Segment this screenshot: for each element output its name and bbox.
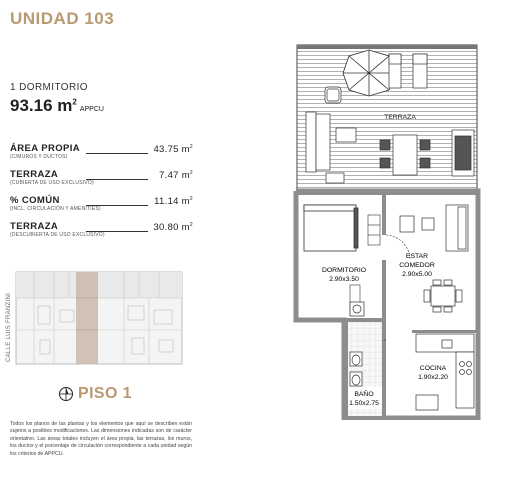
sofa-icon [400, 205, 468, 251]
room-dim-cocina: 1.90x2.20 [418, 374, 448, 381]
room-dim-bano: 1.50x2.75 [349, 400, 379, 407]
unit-title: UNIDAD 103 [10, 9, 115, 28]
kitchen-counter-icon [416, 334, 474, 410]
area-value: 43.75 $m^2$ [153, 144, 193, 156]
leader-line [86, 205, 148, 206]
dining-table-icon [424, 280, 462, 312]
area-sublabel: (CUBIERTA DE USO EXCLUSIVO) [10, 180, 94, 186]
area-label: % COMÚN [10, 195, 60, 206]
unit-highlight [76, 272, 98, 364]
area-label: TERRAZA [10, 169, 59, 180]
leader-line [86, 179, 148, 180]
svg-text:CALLE LUIS FRANZINI: CALLE LUIS FRANZINI [6, 292, 12, 362]
area-label: ÁREA PROPIA [10, 143, 81, 154]
area-sublabel: (INCL. CIRCULACIÓN Y AMENITIES) [10, 206, 101, 212]
room-label-dormitorio: DORMITORIO [321, 267, 367, 274]
area-value: 11.14 $m^2$ [154, 196, 193, 208]
street-label [2, 292, 14, 364]
bed-icon [304, 205, 358, 251]
area-value: 30.80 $m^2$ [153, 222, 193, 234]
area-sublabel: (DESCUBIERTA DE USO EXCLUSIVO) [10, 232, 105, 238]
total-area [10, 96, 104, 116]
area-value: 7.47 $m^2$ [159, 170, 193, 182]
room-label-terraza: TERRAZA [384, 114, 416, 121]
floor-label: PISO 1 [78, 385, 132, 402]
umbrella-icon [343, 50, 395, 96]
room-label-estar: ESTAR [405, 253, 429, 260]
total-area-unit: APPCU [79, 106, 104, 113]
area-row-terraza-cubierta [10, 169, 193, 186]
compass-icon [58, 386, 74, 402]
floor-plan [292, 40, 482, 420]
area-row-propia [10, 143, 193, 160]
leader-line [86, 231, 148, 232]
room-dim-estar: 2.90x5.00 [402, 271, 432, 278]
area-sublabel: (C/MUROS Y DUCTOS) [10, 154, 68, 160]
room-label-cocina: COCINA [419, 365, 447, 372]
disclaimer-text: Todos los planos de las plantas y los elementos que aquí se describen están sujetos a posibles modificaciones. Las dimensiones indicadas son de carácter orientativo. Las áreas totales incluyen el área propia, las terrazas, los muros, los ductos y el porcentaje de circulación correspondiente a cada unidad según los criterios de APPCU. [10, 421, 192, 457]
key-plan [14, 270, 184, 366]
room-label-bano: BAÑO [354, 391, 374, 398]
area-row-comun [10, 195, 193, 212]
total-area-sup: 2 [72, 97, 77, 107]
armchair-icon [325, 87, 341, 103]
area-row-terraza-descubierta [10, 221, 193, 238]
bedroom-count: 1 DORMITORIO [10, 82, 88, 93]
total-area-value: 93.16 m [10, 96, 73, 115]
area-label: TERRAZA [10, 221, 59, 232]
room-dim-dormitorio: 2.90x3.50 [329, 276, 359, 283]
leader-line [86, 153, 148, 154]
room-label-comedor: COMEDOR [399, 262, 435, 269]
